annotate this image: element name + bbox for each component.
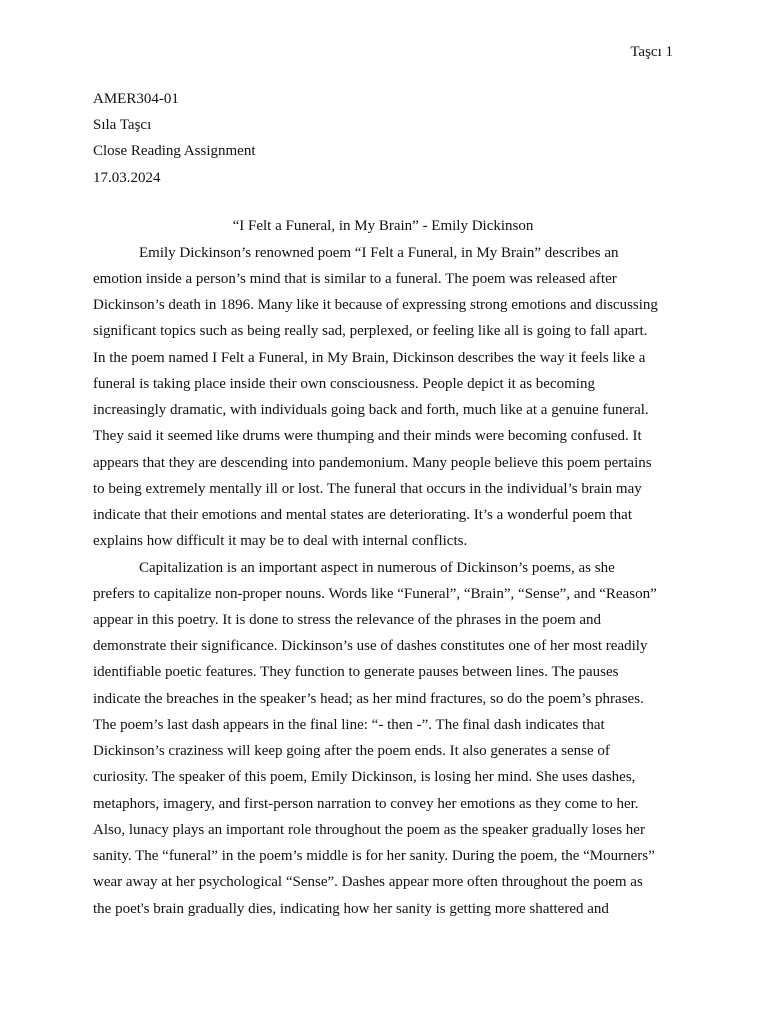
body-line: prefers to capitalize non-proper nouns. Words like “Funeral”, “Brain”, “Sense”, and “Reason” [93, 586, 657, 602]
body-line: The poem’s last dash appears in the final line: “- then -”. The final dash indicates that [93, 717, 605, 733]
body-line: the poet's brain gradually dies, indicating how her sanity is getting more shattered and [93, 901, 609, 917]
header-block [93, 86, 683, 191]
assignment-name: Close Reading Assignment [93, 143, 256, 160]
author-name: Sıla Taşcı [93, 117, 152, 134]
body-line: In the poem named I Felt a Funeral, in My Brain, Dickinson describes the way it feels like a [93, 350, 646, 366]
running-head: Taşcı 1 [630, 44, 673, 60]
body-line: increasingly dramatic, with individuals going back and forth, much like at a genuine funeral. [93, 402, 649, 418]
body-line: Capitalization is an important aspect in numerous of Dickinson’s poems, as she [139, 560, 615, 576]
body-line: Also, lunacy plays an important role throughout the poem as the speaker gradually loses her [93, 822, 645, 838]
body-line: indicate the breaches in the speaker’s head; as her mind fractures, so do the poem’s phrases. [93, 691, 644, 707]
body-line: appear in this poetry. It is done to stress the relevance of the phrases in the poem and [93, 612, 602, 628]
body-line: metaphors, imagery, and first-person narration to convey her emotions as they come to her. [93, 796, 639, 812]
body-line: explains how difficult it may be to deal with internal conflicts. [93, 533, 468, 549]
body-line: to being extremely mentally ill or lost. The funeral that occurs in the individual’s brain may [93, 481, 642, 497]
body-line: curiosity. The speaker of this poem, Emily Dickinson, is losing her mind. She uses dashes, [93, 769, 636, 785]
body-line: identifiable poetic features. They function to generate pauses between lines. The pauses [93, 664, 619, 680]
body-line: demonstrate their significance. Dickinson’s use of dashes constitutes one of her most readily [93, 638, 648, 654]
body-line: appears that they are descending into pandemonium. Many people believe this poem pertains [93, 455, 652, 471]
body-line: They said it seemed like drums were thumping and their minds were becoming confused. It [93, 428, 642, 444]
body-line: significant topics such as being really sad, perplexed, or feeling like all is going to fall apart. [93, 323, 648, 339]
assignment-date: 17.03.2024 [93, 169, 161, 186]
body-line: emotion inside a person’s mind that is similar to a funeral. The poem was released after [93, 271, 617, 287]
body-line: Dickinson’s craziness will keep going after the poem ends. It also generates a sense of [93, 743, 610, 759]
body-line: wear away at her psychological “Sense”. Dashes appear more often throughout the poem as [93, 874, 643, 890]
body-line: sanity. The “funeral” in the poem’s middle is for her sanity. During the poem, the “Mourners” [93, 848, 655, 864]
body-line: Dickinson’s death in 1896. Many like it because of expressing strong emotions and discussing [93, 297, 658, 313]
course-code: AMER304-01 [93, 91, 179, 107]
body-line: indicate that their emotions and mental states are deteriorating. It’s a wonderful poem that [93, 507, 632, 523]
body-line: funeral is taking place inside their own consciousness. People depict it as becoming [93, 376, 595, 392]
essay-title: “I Felt a Funeral, in My Brain” - Emily Dickinson [232, 218, 534, 234]
body-line: Emily Dickinson’s renowned poem “I Felt a Funeral, in My Brain” describes an [139, 245, 619, 261]
